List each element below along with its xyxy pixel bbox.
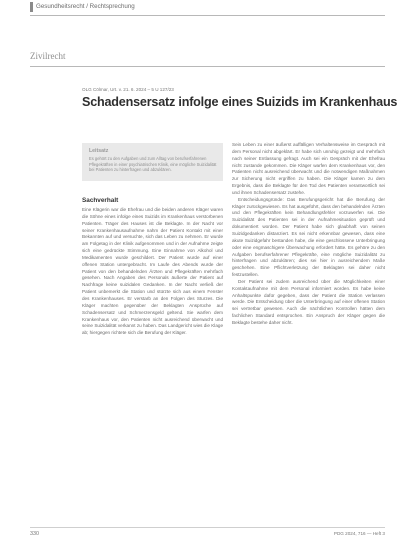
leitsatz-heading: Leitsatz <box>89 148 109 154</box>
running-title: Gesundheitsrecht / Rechtsprechung <box>36 3 135 10</box>
sachverhalt-paragraph: Eine Klägerin war die Ehefrau und die beiden anderen Kläger waren die Söhne eines infolge eines Suizids im Krankenhaus verstorbenen Patienten. Träger des Hauses ist die Beklagte. In der Nacht vor seiner Krankenhausaufnahme nahm der Patient Kontakt mit einer Bekannten auf und versuchte, sich das Leben zu nehmen. Er wurde am Folgetag in der Klinik aufgenommen und in der Aufnahme zeigte sich eine gedrückte Stimmung. Eine Einnahme von Alkohol und Medikamenten wurde geschildert. Der Patient wurde auf einer offenen Station untergebracht. Im Laufe des Abends wurde der Patient von den behandelnden Ärzten und Pflegekräften mehrfach gesehen. Nach Angaben des Personals äußerte der Patient auf Nachfrage keine suizidalen Gedanken. In der Nacht verließ der Patient unbemerkt die Station und stürzte sich aus einem Fenster des Krankenhauses. Er verstarb an den Folgen des Sturzes. Die Kläger machten gegenüber der Beklagten Ansprüche auf Schadensersatz und Schmerzensgeld geltend. Sie warfen dem Krankenhaus vor, den Patienten nicht ausreichend überwacht und seine Suizidalität verkannt zu haben. Das Landgericht wies die Klage ab; hiergegen richtete sich die Berufung der Kläger. <box>82 207 223 336</box>
footer-rule <box>30 527 385 528</box>
left-column <box>82 197 223 337</box>
leitsatz-text: Es gehört zu den Aufgaben und zum Alltag von berufserfahrenen Pflegekräften in einer psychiatrischen Klinik, eine mögliche Suizidalität bei Patienten zu hinterfragen und abzuklären. <box>89 156 217 173</box>
case-reference: OLG Cölmar, Urt. v. 21. 6. 2024 – 5 U 127/23 <box>82 87 174 92</box>
right-paragraph-3: Der Patient sei zudem ausreichend über die Möglichkeiten einer Kontaktaufnahme mit dem Personal informiert worden. Es habe keine Anhaltspunkte dafür gegeben, dass der Patient die Station verlassen werde. Die Entscheidung über die Unterbringung auf einer offenen Station sei vertretbar gewesen. Auch die nächtlichen Kontrollen hätten dem fachlichen Standard entsprochen. Ein Anspruch der Kläger gegen die Beklagte bestehe daher nicht. <box>232 278 385 325</box>
right-column <box>232 142 385 327</box>
header-rule <box>30 15 385 16</box>
right-paragraph-1: Sein Leben zu einer äußerst auffälligen Verhaltensweise im Gespräch mit dem Personal nicht abgeklärt. Er habe sich unruhig gezeigt und mehrfach nach seiner Entlassung gefragt. Auch sei ein Gespräch mit der Ehefrau nicht zustande gekommen. Die Kläger warfen dem Krankenhaus vor, den Patienten nicht ausreichend überwacht und die notwendigen Maßnahmen zur Sicherung nicht ergriffen zu haben. Die Kläger kamen zu dem Ergebnis, dass die Beklagte für den Tod des Patienten verantwortlich sei und ihnen Schadensersatz zustehe. <box>232 142 385 195</box>
page-number: 330 <box>30 531 39 537</box>
sachverhalt-heading: Sachverhalt <box>82 197 119 204</box>
section-rule <box>30 66 385 67</box>
section-heading <box>30 51 385 65</box>
article-title: Schadensersatz infolge eines Suizids im Krankenhaus <box>82 95 398 109</box>
running-header <box>0 0 413 14</box>
journal-reference: PDG 2024, 716 — Heft 3 <box>333 531 385 536</box>
header-accent-bar <box>30 2 33 12</box>
right-paragraph-2: Entscheidungsgründe: Das Berufungsgericht hat die Berufung der Kläger zurückgewiesen. Es hat ausgeführt, dass den behandelnden Ärzten und den Pflegekräften kein Behandlungsfehler vorzuwerfen sei. Die Suizidalität des Patienten sei in der Aufnahmesituation geprüft und dokumentiert worden. Der Patient habe sich glaubhaft von seinen Suizidgedanken distanziert. Es sei nicht erkennbar gewesen, dass eine akute Suizidgefahr bestanden habe, die eine geschlossene Unterbringung oder eine engmaschigere Überwachung erfordert hätte. Es gehöre zu den Aufgaben berufserfahrener Pflegekräfte, eine mögliche Suizidalität zu hinterfragen und abzuklären; dies sei hier in ausreichendem Maße geschehen. Eine Pflichtverletzung der Beklagten sei daher nicht festzustellen. <box>232 196 385 278</box>
leitsatz-box <box>82 143 223 181</box>
section-label: Zivilrecht <box>30 51 66 61</box>
